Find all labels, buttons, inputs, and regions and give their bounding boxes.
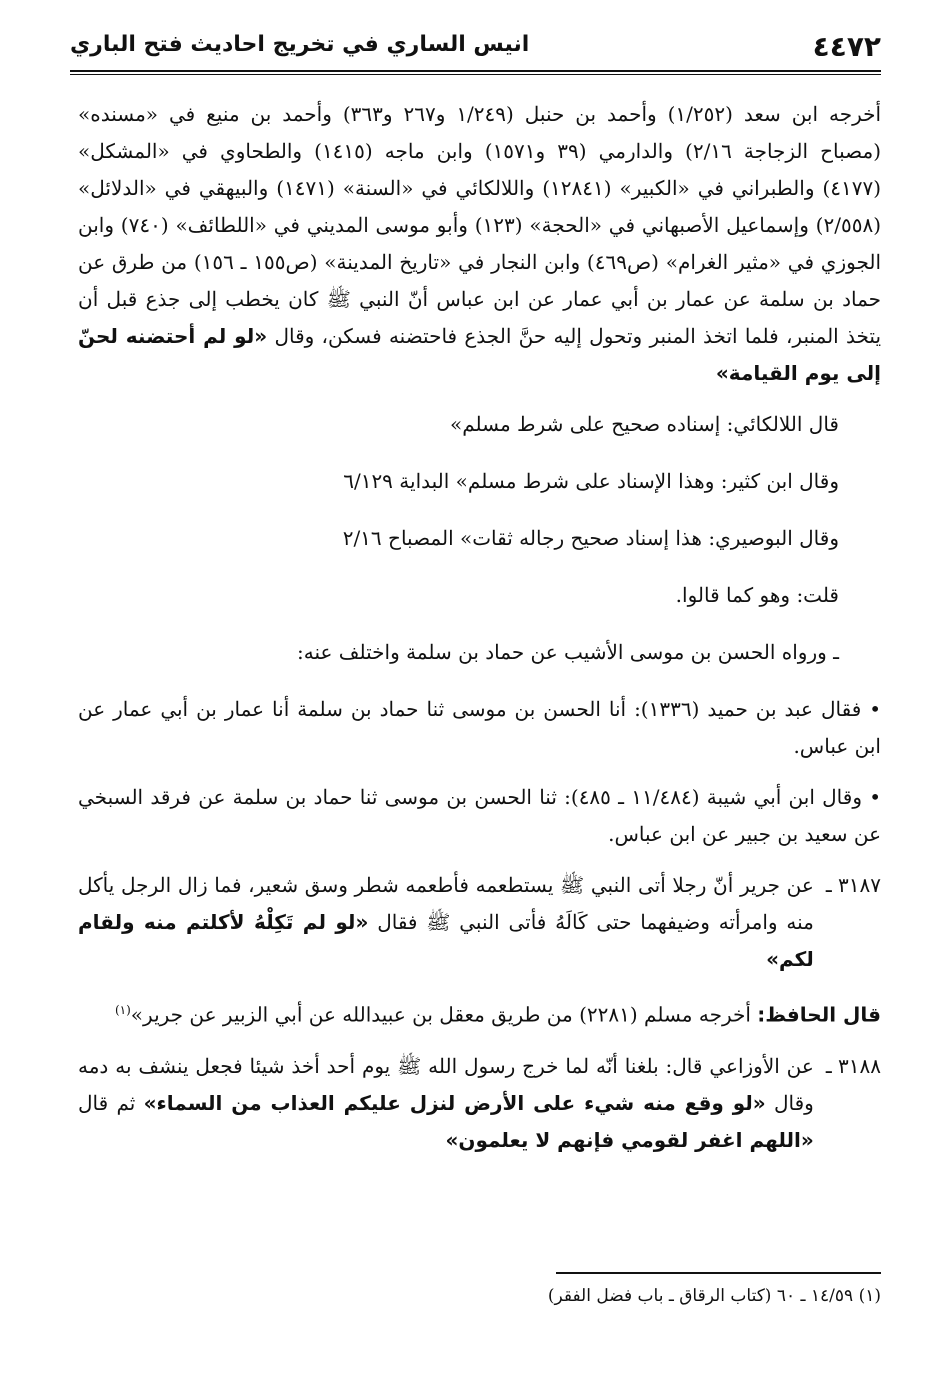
page-body <box>78 96 881 1173</box>
quote-author: قلت: وهو كما قالوا. <box>675 583 839 607</box>
quote-ibn-kathir: وقال ابن كثير: وهذا الإسناد على شرط مسلم» البداية ٦/١٢٩ <box>343 469 839 493</box>
footnote: (١) ١٤/٥٩ ـ ٦٠ (كتاب الرقاق ـ باب فضل الفقر) <box>547 1286 881 1306</box>
page-header <box>70 26 881 72</box>
takhrij-paragraph <box>78 96 881 392</box>
takhrij-text: أخرجه ابن سعد (١/٢٥٢) وأحمد بن حنبل (١/٢٤٩ و٢٦٧ و٣٦٣) وأحمد بن منيع في «مسنده» (مصباح الزجاجة ٢/١٦) والدارمي (٣٩ و١٥٧١) وابن ماجه (١٤١٥) والطحاوي في «المشكل» (٤١٧٧) والطبراني في «الكبير» (١٢٨٤١) واللالكائي في «السنة» (١٤٧١) والبيهقي في «الدلائل» (٢/٥٥٨) وإسماعيل الأصبهاني في «الحجة» (١٢٣) وأبو موسى المديني في «اللطائف» (٧٤٠) وابن الجوزي في «مثير الغرام» (ص٤٦٩) وابن النجار في «تاريخ المدينة» (ص١٥٥ ـ ١٥٦) من طرق عن حماد بن سلمة عن عمار بن أبي عمار عن ابن عباس أنّ النبي ﷺ كان يخطب إلى جذع قبل أن يتخذ المنبر، فلما اتخذ المنبر وتحول إليه حنَّ الجذع فاحتضنه فسكن، وقال <box>78 102 882 348</box>
bullet-ibn-abi-shaiba: • وقال ابن أبي شيبة (١١/٤٨٤ ـ ٤٨٥): ثنا الحسن بن موسى ثنا حماد بن سلمة عن فرقد السبخي عن سعيد بن جبير عن ابن عباس. <box>78 785 881 846</box>
quote-lalakai: قال اللالكائي: إسناده صحيح على شرط مسلم» <box>449 412 839 436</box>
hadith-text-mid: ثم قال <box>78 1090 136 1115</box>
hadith-number: ٣١٨٨ ـ <box>825 1053 881 1078</box>
hafiz-note <box>78 992 881 1034</box>
hadith-3188 <box>78 1048 881 1159</box>
hadith-3187 <box>78 867 881 978</box>
header-rule <box>70 70 881 72</box>
hafiz-text: أخرجه مسلم (٢٢٨١) من طريق معقل بن عبيدالله عن أبي الزبير عن جرير» <box>130 1002 751 1027</box>
hadith-quote-bold: «لو لم تَكِلْهُ لأكلتم منه ولقام لكم» <box>78 910 814 971</box>
hafiz-label: قال الحافظ: <box>757 1002 881 1027</box>
hadith-text: عن جرير أنّ رجلا أتى النبي ﷺ يستطعمه فأطعمه شطر وسق شعير، فما زال الرجل يأكل منه وامرأته وضيفهما حتى كَالَهُ فأتى النبي ﷺ فقال <box>78 873 814 934</box>
hadith-number: ٣١٨٧ ـ <box>825 873 881 897</box>
quote-busiri: وقال البوصيري: هذا إسناد صحيح رجاله ثقات» المصباح ٢/١٦ <box>342 526 839 550</box>
hadith-quote-bold-2: «اللهم اغفر لقومي فإنهم لا يعلمون» <box>445 1127 814 1152</box>
footnote-marker: (١) <box>114 1003 131 1017</box>
running-title: انيس الساري في تخريج احاديث فتح الباري <box>70 32 530 57</box>
hadith-quote-bold: «لو لم أحتضنه لحنّ إلى يوم القيامة» <box>78 324 881 385</box>
header-rule-thin <box>70 74 881 75</box>
riwaya-note: ـ ورواه الحسن بن موسى الأشيب عن حماد بن سلمة واختلف عنه: <box>297 640 839 664</box>
hadith-quote-bold: «لو وقع منه شيء على الأرض لنزل عليكم العذاب من السماء» <box>143 1090 766 1115</box>
page-number: ٤٤٧٢ <box>812 30 881 63</box>
hadith-text: عن الأوزاعي قال: بلغنا أنّه لما خرج رسول الله ﷺ يوم أحد أخذ شيئا فجعل ينشف به دمه وقال <box>78 1053 814 1115</box>
bullet-abd-bin-humaid: • فقال عبد بن حميد (١٣٣٦): أنا الحسن بن موسى ثنا حماد بن سلمة أنا عمار بن أبي عمار عن ابن عباس. <box>78 697 882 758</box>
footnote-rule <box>556 1272 881 1274</box>
